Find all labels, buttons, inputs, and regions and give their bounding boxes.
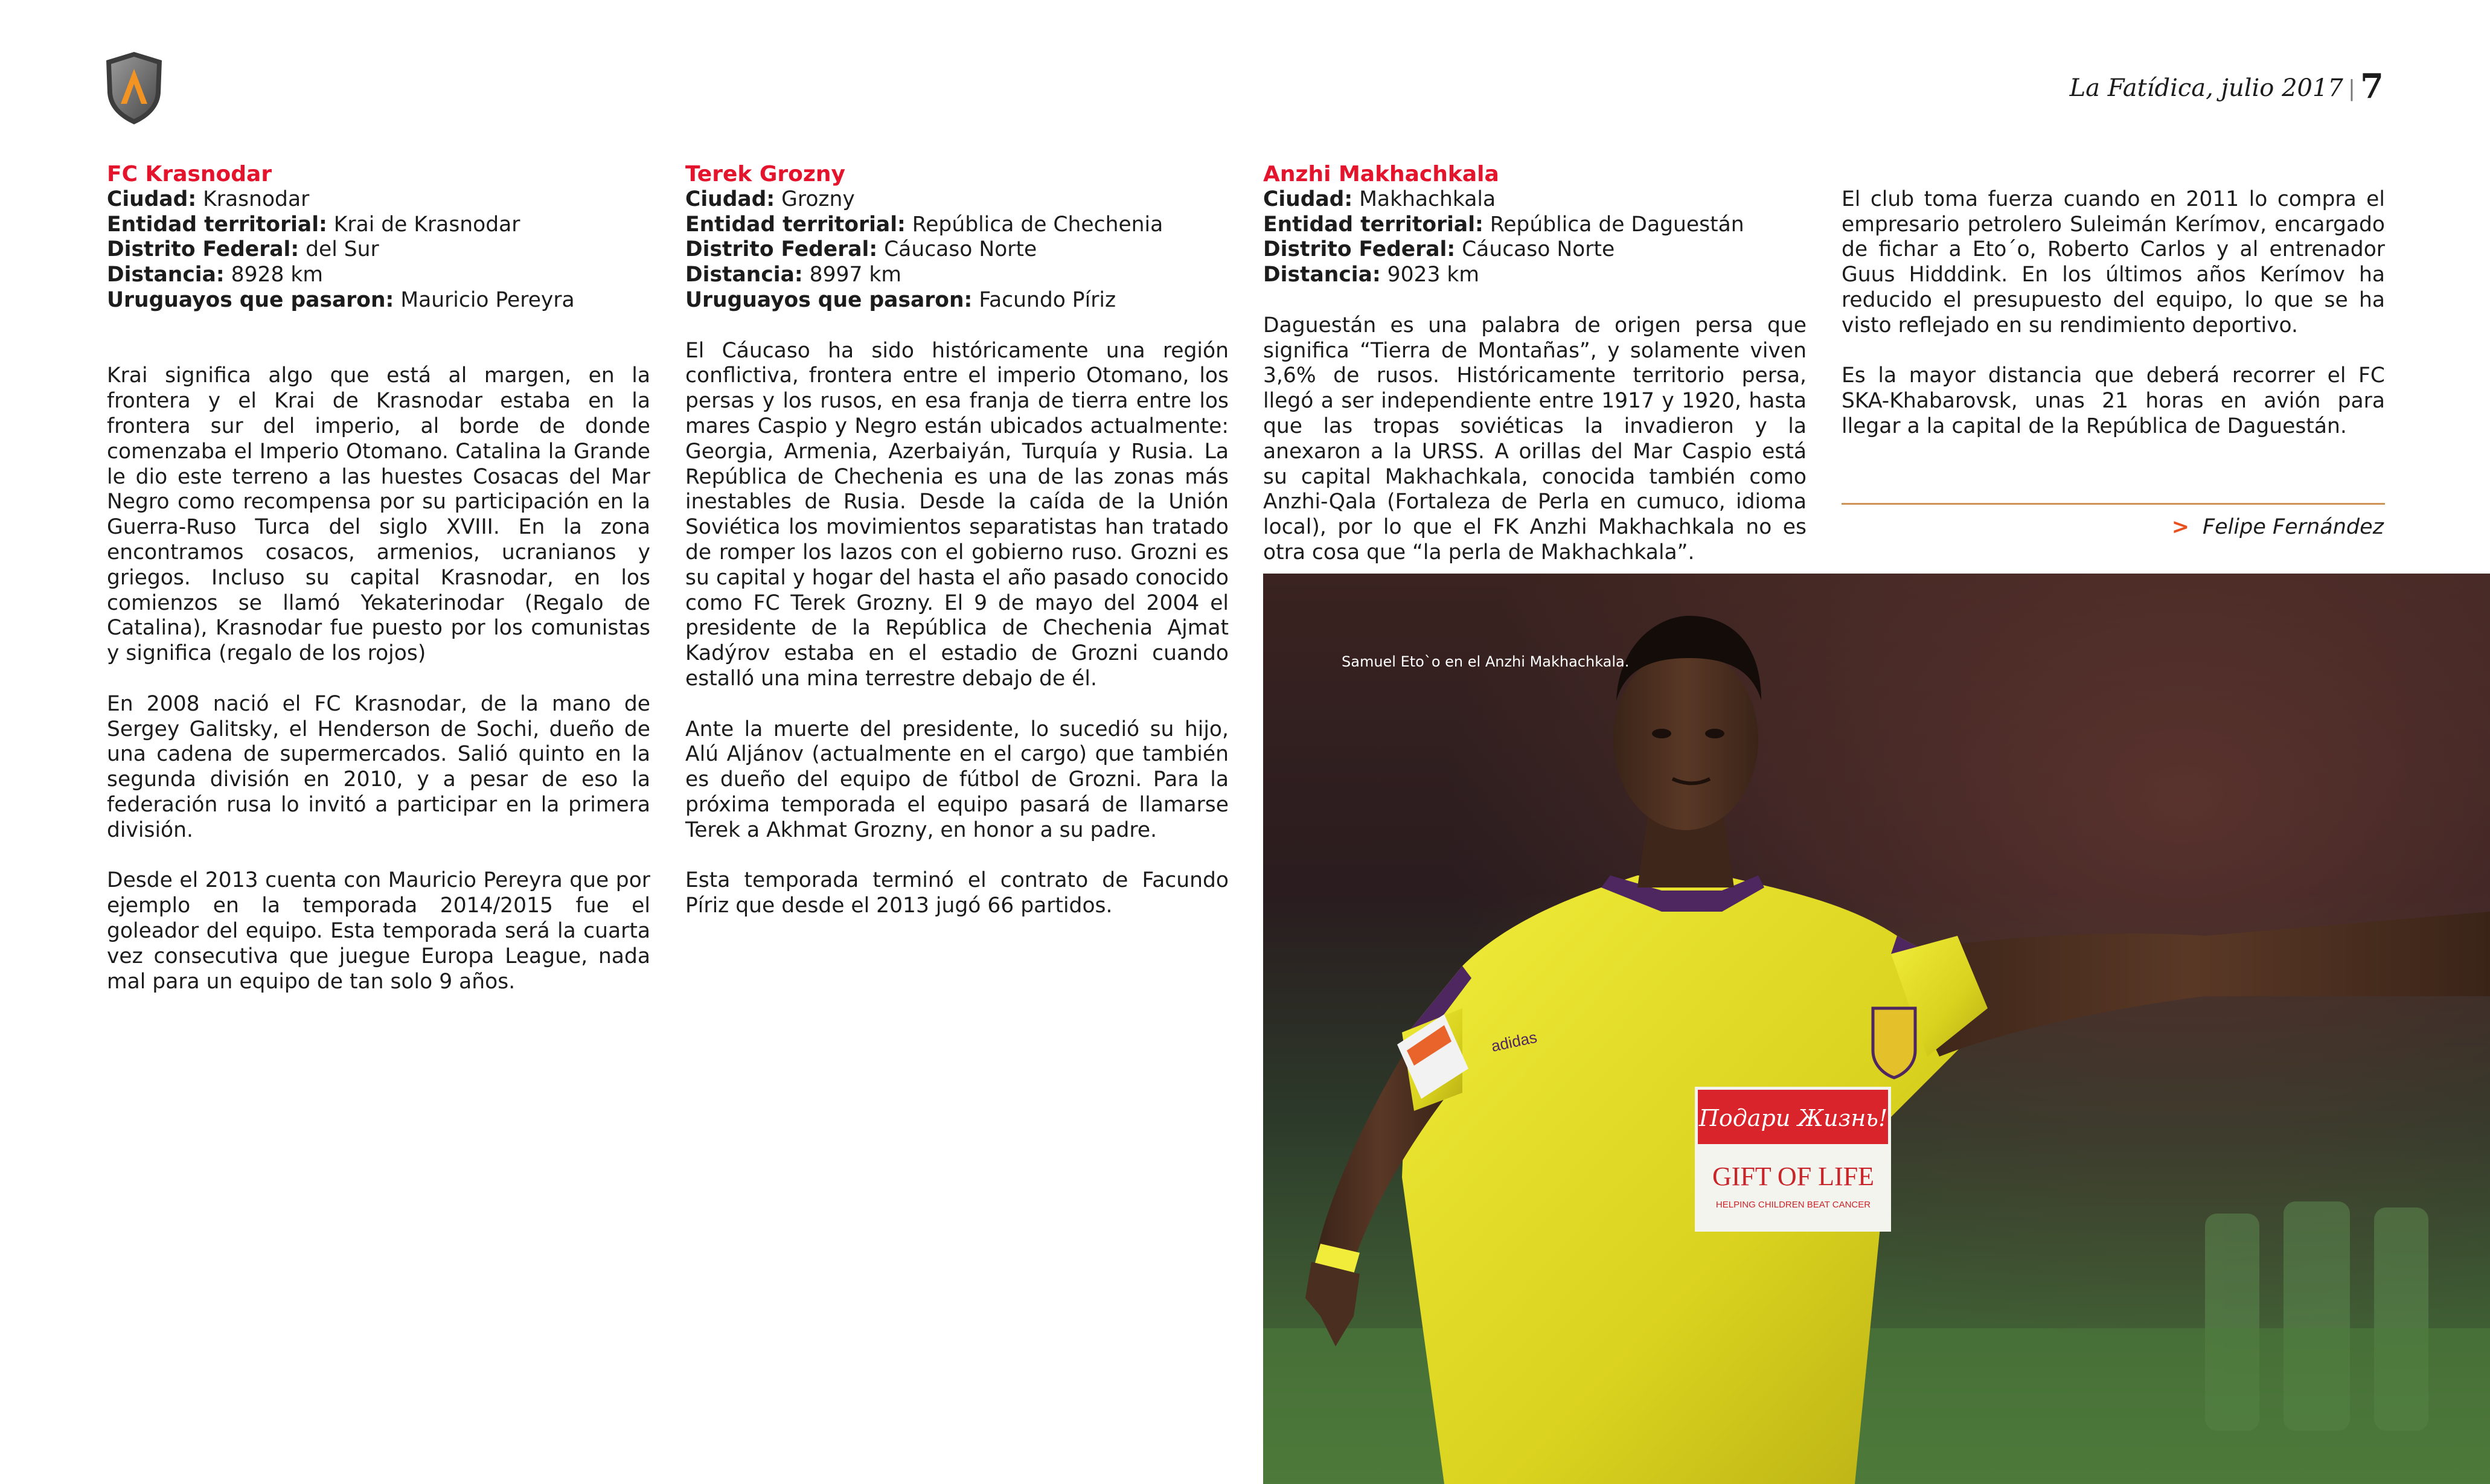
body-paragraph: El club toma fuerza cuando en 2011 lo compra el empresario petrolero Suleimán Kerímov, encargado de fichar a Eto´o, Roberto Carlos y al entrenador Guus Hidddink. En los últimos años Kerímov ha reducido el presupuesto del equipo, lo que se ha visto reflejado en su rendimiento deportivo.	[1842, 187, 2385, 337]
club-title: FC Krasnodar	[107, 162, 272, 187]
page-number: 7	[2360, 66, 2384, 106]
info-row-city: Ciudad: Krasnodar	[107, 187, 310, 211]
body-paragraph: El Cáucaso ha sido históricamente una región conflictiva, frontera entre el imperio Otomano, los persas y los rusos, en esa franja de tierra entre los mares Caspio y Negro están ubicados actualmente: Georgia, Armenia, Azerbaiyán, Turquía y Rusia. La República de Chechenia es una de las zonas más inestables de Rusia. Desde la caída de la Unión Soviética los movimientos separatistas han tratado de romper los lazos con el gobierno ruso. Grozni es su capital y hogar del hasta el año pasado conocido como FC Terek Grozny. El 9 de mayo del 2004 el presidente de la República de Chechenia Ajmat Kadýrov estaba en el estadio de Grozni cuando estalló una mina terrestre debajo de él.	[685, 338, 1229, 691]
club-title: Anzhi Makhachkala	[1263, 162, 1499, 187]
kit-brand: adidas	[1490, 1028, 1539, 1055]
column-fc-krasnodar	[107, 162, 650, 994]
club-title: Terek Grozny	[685, 162, 845, 187]
body-paragraph: Es la mayor distancia que deberá recorrer el FC SKA-Khabarovsk, unas 21 horas en avión para llegar a la capital de la República de Daguestán.	[1842, 363, 2385, 438]
author-name: Felipe Fernández	[2203, 515, 2384, 539]
club-info	[107, 187, 650, 313]
body-paragraph: En 2008 nació el FC Krasnodar, de la mano de Sergey Galitsky, el Henderson de Sochi, dueño de una cadena de supermercados. Salió quinto en la segunda división en 2010, y a pesar de eso la federación rusa lo invitó a participar en la primera división.	[107, 691, 650, 842]
sponsor-top: Подари Жизнь!	[1698, 1105, 1888, 1131]
column-continuation	[1842, 162, 2385, 440]
author-rule	[1842, 503, 2385, 505]
body-paragraph: Esta temporada terminó el contrato de Facundo Píriz que desde el 2013 jugó 66 partidos.	[685, 868, 1229, 918]
info-row-district: Distrito Federal: del Sur	[107, 237, 379, 262]
folio-separator: |	[2348, 77, 2356, 101]
info-row-city: Ciudad: Grozny	[685, 187, 855, 211]
author-byline	[2172, 515, 2384, 539]
player-photo	[1263, 574, 2490, 1484]
club-info	[685, 187, 1229, 313]
column-terek-grozny	[685, 162, 1229, 919]
info-row-district: Distrito Federal: Cáucaso Norte	[1263, 237, 1615, 262]
info-row-district: Distrito Federal: Cáucaso Norte	[685, 237, 1037, 262]
sponsor-sub: HELPING CHILDREN BEAT CANCER	[1715, 1200, 1871, 1210]
sponsor-main: GIFT OF LIFE	[1712, 1162, 1875, 1191]
info-row-uruguayans: Uruguayos que pasaron: Facundo Píriz	[685, 287, 1116, 312]
info-row-territory: Entidad territorial: República de Chechenia	[685, 212, 1163, 237]
info-row-distance: Distancia: 9023 km	[1263, 263, 1480, 287]
info-row-distance: Distancia: 8928 km	[107, 263, 324, 287]
body-paragraph: Desde el 2013 cuenta con Mauricio Pereyra que por ejemplo en la temporada 2014/2015 fue el goleador del equipo. Esta temporada será la cuarta vez consecutiva que juegue Europa League, nada mal para un equipo de tan solo 9 años.	[107, 868, 650, 994]
publication-date: La Fatídica, julio 2017	[2069, 74, 2343, 102]
info-row-distance: Distancia: 8997 km	[685, 263, 902, 287]
shield-logo-icon	[104, 51, 164, 126]
body-paragraph: Ante la muerte del presidente, lo sucedió su hijo, Alú Aljánov (actualmente en el cargo) que también es dueño del equipo de fútbol de Grozni. Para la próxima temporada el equipo pasará de llamarse Terek a Akhmat Grozny, en honor a su padre.	[685, 717, 1229, 842]
page-folio	[2070, 66, 2384, 106]
info-row-territory: Entidad territorial: Krai de Krasnodar	[107, 212, 520, 237]
column-anzhi-makhachkala	[1263, 162, 1807, 566]
club-info	[1263, 187, 1807, 288]
info-row-city: Ciudad: Makhachkala	[1263, 187, 1496, 211]
body-paragraph: Krai significa algo que está al margen, en la frontera y el Krai de Krasnodar estaba en la frontera sur del imperio, al borde de donde comenzaba el Imperio Otomano. Catalina la Grande le dio este terreno a las huestes Cosacas del Mar Negro como recompensa por su participación en la Guerra-Ruso Turca del siglo XVIII. En la zona encontramos cosacos, armenios, ucranianos y griegos. Incluso su capital Krasnodar, en los comienzos se llamó Yekaterinodar (Regalo de Catalina), Krasnodar fue puesto por los comunistas y significa (regalo de los rojos)	[107, 363, 650, 666]
body-paragraph: Daguestán es una palabra de origen persa que significa “Tierra de Montañas”, y solamente viven 3,6% de rusos. Históricamente territorio persa, llegó a ser independiente entre 1917 y 1920, hasta que las tropas soviéticas la invadieron y la anexaron a la URSS. A orillas del Mar Caspio está su capital Makhachkala, conocida también como Anzhi-Qala (Fortaleza de Perla en cumuco, idioma local), por lo que el FK Anzhi Makhachkala no es otra cosa que “la perla de Makhachkala”.	[1263, 313, 1807, 564]
arrow-icon: >	[2171, 515, 2190, 539]
info-row-uruguayans: Uruguayos que pasaron: Mauricio Pereyra	[107, 287, 575, 312]
photo-caption: Samuel Eto`o en el Anzhi Makhachkala.	[1342, 653, 1630, 670]
info-row-territory: Entidad territorial: República de Daguestán	[1263, 212, 1744, 237]
